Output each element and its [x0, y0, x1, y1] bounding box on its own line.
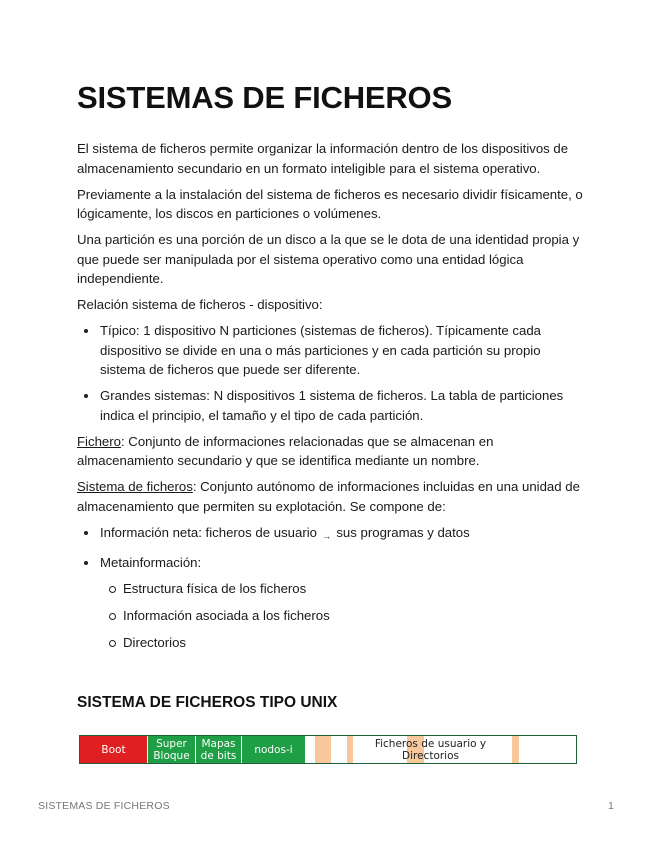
segment-block [512, 736, 520, 763]
fichero-term: Fichero [77, 433, 121, 449]
sublist-item: Estructura física de los ficheros [123, 579, 587, 599]
list-item-grandes-sistemas: Grandes sistemas: N dispositivos 1 sistema de ficheros. La tabla de particiones indica el principio, el tamaño y el tipo de cada partición. [100, 386, 587, 425]
segment-block [315, 736, 332, 763]
sistema-text: : Conjunto autónomo de informaciones incluidas en una unidad de almacenamiento que permiten su explotación. Se compone de: [77, 479, 580, 514]
list-item-informacion-neta: Información neta: ficheros de usuario → sus programas y datos [100, 523, 587, 547]
segment-boot: Boot [80, 736, 148, 763]
segment-gap [520, 736, 576, 763]
sistema-definition [77, 477, 587, 516]
arrow-icon: → [322, 530, 332, 541]
compone-list [77, 523, 587, 653]
document-body [77, 139, 587, 660]
segment-ficheros-usuario: Ficheros de usuario y Directorios [374, 738, 487, 762]
sublist-item: Información asociada a los ficheros [123, 606, 587, 626]
paragraph-relation: Relación sistema de ficheros - dispositivo: [77, 297, 323, 312]
segment-gap [332, 736, 347, 763]
segment-mapas-de-bits: Mapas de bits [196, 736, 242, 763]
relation-list [77, 321, 587, 425]
fichero-definition [77, 432, 587, 471]
sublist-item: Directorios [123, 633, 587, 653]
paragraph-partition-definition: Una partición es una porción de un disco a la que se le dota de una identidad propia y que puede ser manipulada por el sistema operativo como una entidad lógica independiente. [77, 232, 580, 286]
segment-nodos-i: nodos-i [242, 736, 306, 763]
segment-gap [306, 736, 315, 763]
paragraph-intro: El sistema de ficheros permite organizar la información dentro de los dispositivos de almacenamiento secundario en un formato inteligible para el sistema operativo. [77, 141, 569, 176]
fichero-text: : Conjunto de informaciones relacionadas que se almacenan en almacenamiento secundario y que se identifica mediante un nombre. [77, 433, 494, 468]
paragraph-partitioning: Previamente a la instalación del sistema de ficheros es necesario dividir físicamente, o lógicamente, los discos en particiones o volúmenes. [77, 186, 583, 221]
metainformacion-sublist [100, 579, 587, 653]
segment-super-bloque: Super Bloque [148, 736, 196, 763]
footer-title: SISTEMAS DE FICHEROS [38, 800, 170, 812]
section-title: SISTEMA DE FICHEROS TIPO UNIX [77, 694, 338, 711]
document-title: SISTEMAS DE FICHEROS [77, 80, 452, 115]
list-item-metainformacion: Metainformación: Estructura física de los ficheros Información asociada a los ficheros Directorios [100, 553, 587, 653]
list-item-tipico: Típico: 1 dispositivo N particiones (sistemas de ficheros). Típicamente cada dispositivo se divide en una o más particiones y en cada partición su propio sistema de ficheros que puede ser diferente. [100, 321, 587, 380]
page-number: 1 [608, 800, 614, 812]
sistema-term: Sistema de ficheros [77, 479, 193, 494]
unix-fs-diagram [79, 735, 577, 764]
